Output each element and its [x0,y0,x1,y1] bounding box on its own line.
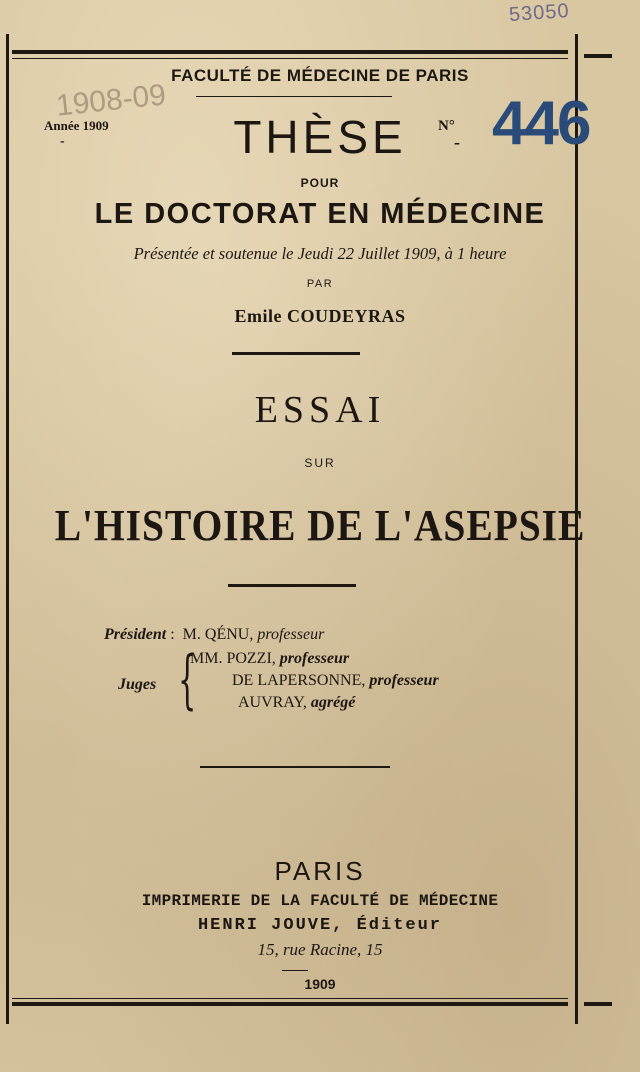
frame-top-rule [12,50,568,54]
judges-label: Juges [118,676,157,693]
year-label: Année 1909 [44,118,109,133]
president-row [104,626,324,644]
edge-mark-right-bottom [584,1002,612,1006]
president-role: professeur [257,626,325,643]
number-dash: - [454,132,460,152]
faculty-heading: FACULTÉ DE MÉDECINE DE PARIS [171,66,469,85]
judge-row [238,694,355,712]
frame-bottom-rule-thick [12,1002,568,1006]
author-name: Emile COUDEYRAS [234,306,406,326]
pour-line: POUR [300,176,340,190]
president-prefix: M. [182,626,201,643]
judge-role: professeur [279,650,350,667]
president-label: Président [104,626,167,643]
president-name: QÉNU, [204,626,254,643]
judge-prefix: MM. [190,650,223,667]
pencil-note: 1908-09 [54,78,168,123]
imprint-printer: IMPRIMERIE DE LA FACULTÉ DE MÉDECINE [141,892,499,910]
imprint-publisher: HENRI JOUVE, Éditeur [197,916,443,935]
thesis-title: THÈSE [233,111,407,163]
thesis-number-stamp: 446 [492,89,590,158]
judge-row [190,650,349,668]
president-colon: : [170,626,175,643]
judge-name: POZZI, [226,650,276,667]
year-dash: - [60,134,65,149]
imprint-address: 15, rue Racine, 15 [257,940,383,959]
degree-heading: LE DOCTORAT EN MÉDECINE [94,198,546,230]
edge-mark-right-top [584,54,612,58]
imprint-underline [282,970,308,971]
judge-role: professeur [369,672,439,689]
subject-heading: L'HISTOIRE DE L'ASEPSIE [54,501,586,550]
divider-rule [228,584,356,587]
frame-top-rule-thin [12,58,568,59]
par-line: PAR [306,278,334,290]
number-label: N° [438,118,455,134]
sur-line: SUR [304,456,336,470]
essai-heading: ESSAI [254,389,386,431]
divider-rule [232,352,360,355]
imprint-city: PARIS [274,856,366,886]
judges-brace-icon: { [178,643,197,717]
judge-role: agrégé [310,694,356,711]
frame-bottom-rule [12,998,568,999]
shelfmark-stamp: 53050 [508,0,571,27]
divider-rule [200,766,390,768]
imprint-year: 1909 [304,976,336,992]
judge-row [232,672,439,690]
defense-date-line: Présentée et soutenue le Jeudi 22 Juillet 1909, à 1 heure [133,244,507,263]
judge-name: AUVRAY, [238,694,307,711]
faculty-underline [196,96,392,97]
judge-name: DE LAPERSONNE, [232,672,366,689]
